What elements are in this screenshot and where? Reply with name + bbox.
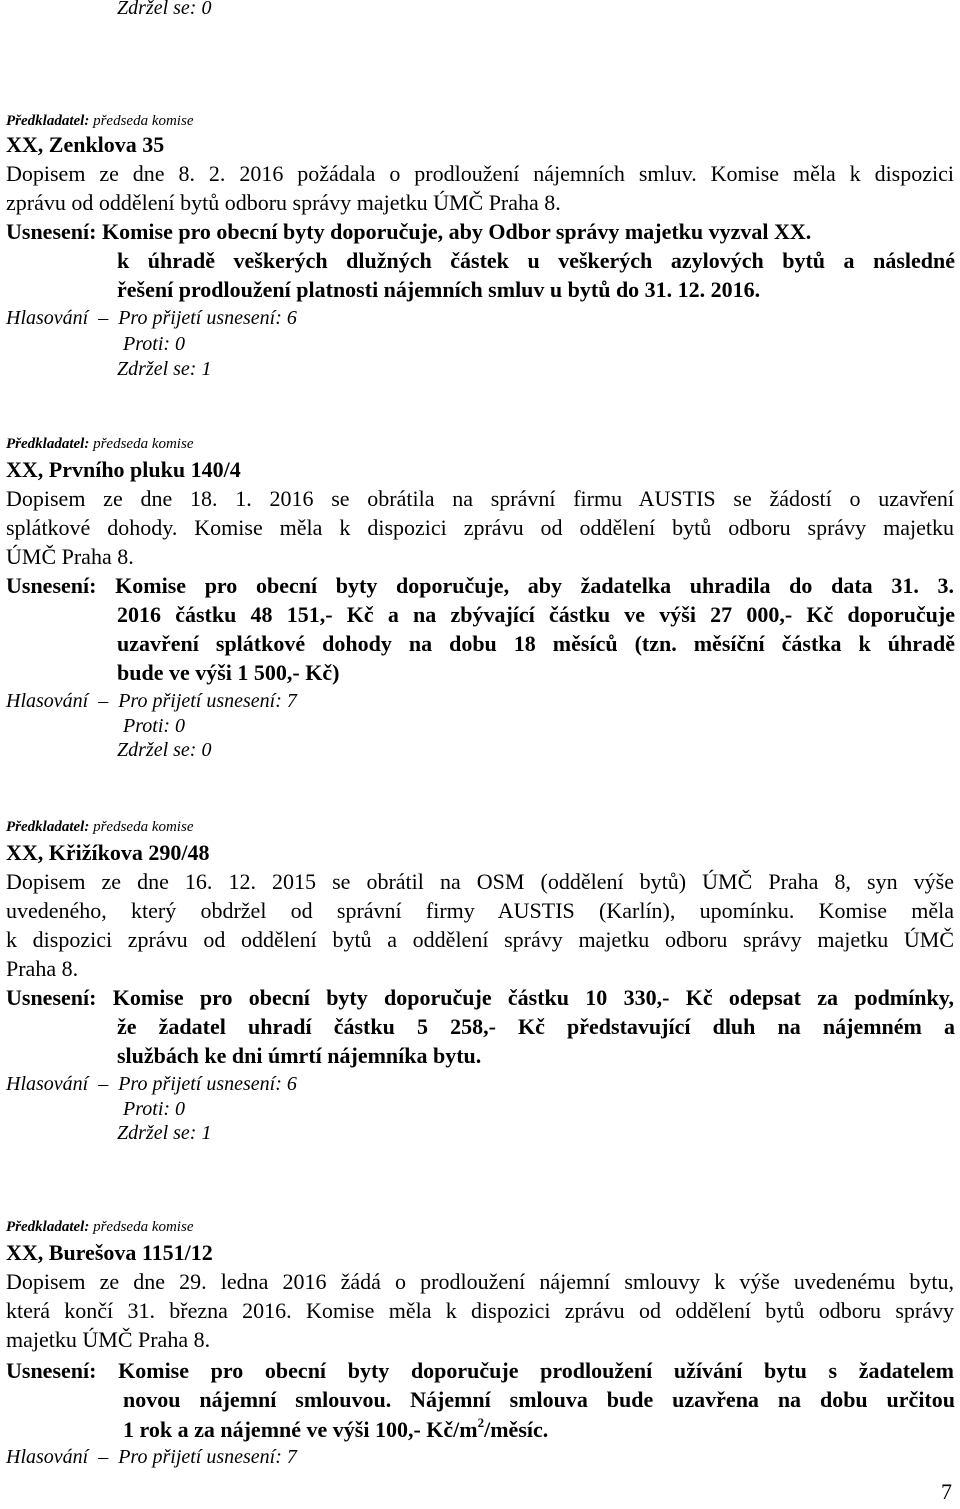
- body-line: Praha 8.: [6, 956, 79, 981]
- section-address: XX, Prvního pluku 140/4: [6, 457, 241, 482]
- resolution-line: uzavření splátkové dohody na dobu 18 měsíců (tzn. měsíční částka k úhradě: [117, 631, 955, 656]
- body-line: ÚMČ Praha 8.: [6, 544, 134, 569]
- section-address: XX, Zenklova 35: [6, 132, 165, 157]
- resolution-line: Usnesení: Komise pro obecní byty doporučuje částku 10 330,- Kč odepsat za podmínky,: [6, 985, 954, 1010]
- resolution-line: službách ke dni úmrtí nájemníka bytu.: [117, 1043, 482, 1068]
- resolution-line: Usnesení: Komise pro obecní byty doporučuje prodloužení užívání bytu s žadatelem: [6, 1358, 955, 1383]
- submitter-line: Předkladatel: předseda komise: [6, 819, 194, 835]
- body-line: uvedeného, který obdržel od správní firmy AUSTIS (Karlín), upomínku. Komise měla: [6, 898, 954, 923]
- submitter-line: Předkladatel: předseda komise: [6, 1219, 194, 1235]
- section-address: XX, Křižíkova 290/48: [6, 840, 210, 865]
- resolution-line: řešení prodloužení platnosti nájemních smluv u bytů do 31. 12. 2016.: [117, 277, 761, 302]
- body-line: Dopisem ze dne 18. 1. 2016 se obrátila na správní firmu AUSTIS se žádostí o uzavření: [6, 486, 954, 511]
- resolution-line: že žadatel uhradí částku 5 258,- Kč představující dluh na nájemném a: [117, 1014, 955, 1039]
- body-line: Dopisem ze dne 8. 2. 2016 požádala o prodloužení nájemních smluv. Komise měla k dispozici: [6, 161, 954, 186]
- resolution-line: 2016 částku 48 151,- Kč a na zbývající částku ve výši 27 000,- Kč doporučuje: [117, 602, 955, 627]
- vote-abstain: Zdržel se: 0: [117, 739, 212, 761]
- body-line: majetku ÚMČ Praha 8.: [6, 1327, 211, 1352]
- voting-line: Hlasování – Pro přijetí usnesení: 6: [6, 1073, 297, 1095]
- voting-line: Hlasování – Pro přijetí usnesení: 6: [6, 307, 297, 329]
- body-line: Dopisem ze dne 29. ledna 2016 žádá o prodloužení nájemní smlouvy k výše uvedenému bytu,: [6, 1269, 954, 1294]
- vote-against: Proti: 0: [123, 1098, 186, 1120]
- resolution-line: 1 rok a za nájemné ve výši 100,- $Kč/m^2$/měsíc.: [123, 1415, 549, 1442]
- submitter-line: Předkladatel: předseda komise: [6, 436, 194, 452]
- submitter-line: Předkladatel: předseda komise: [6, 113, 194, 129]
- resolution-line: Usnesení: Komise pro obecní byty doporučuje, aby Odbor správy majetku vyzval XX.: [6, 219, 812, 244]
- section-address: XX, Burešova 1151/12: [6, 1240, 213, 1265]
- body-line: splátkové dohody. Komise měla k dispozici zprávu od oddělení bytů odboru správy majetku: [6, 515, 954, 540]
- vote-against: Proti: 0: [123, 715, 186, 737]
- vote-abstain: Zdržel se: 1: [117, 1122, 212, 1144]
- vote-abstain: Zdržel se: 0: [117, 0, 212, 19]
- resolution-line: bude ve výši 1 500,- Kč): [117, 660, 340, 685]
- vote-abstain: Zdržel se: 1: [117, 358, 212, 380]
- resolution-line: novou nájemní smlouvou. Nájemní smlouva bude uzavřena na dobu určitou: [123, 1387, 955, 1412]
- body-line: Dopisem ze dne 16. 12. 2015 se obrátil na OSM (oddělení bytů) ÚMČ Praha 8, syn výše: [6, 869, 954, 894]
- resolution-line: k úhradě veškerých dlužných částek u veškerých azylových bytů a následné: [117, 248, 955, 273]
- voting-line: Hlasování – Pro přijetí usnesení: 7: [6, 1446, 297, 1468]
- body-line: k dispozici zprávu od oddělení bytů a oddělení správy majetku odboru správy majetku ÚMČ: [6, 927, 954, 952]
- body-line: která končí 31. března 2016. Komise měla k dispozici zprávu od oddělení bytů odboru správy: [6, 1298, 954, 1323]
- voting-line: Hlasování – Pro přijetí usnesení: 7: [6, 690, 297, 712]
- page-number: 7: [941, 1479, 952, 1504]
- vote-against: Proti: 0: [123, 333, 186, 355]
- body-line: zprávu od oddělení bytů odboru správy majetku ÚMČ Praha 8.: [6, 190, 561, 215]
- resolution-line: Usnesení: Komise pro obecní byty doporučuje, aby žadatelka uhradila do data 31. 3.: [6, 573, 954, 598]
